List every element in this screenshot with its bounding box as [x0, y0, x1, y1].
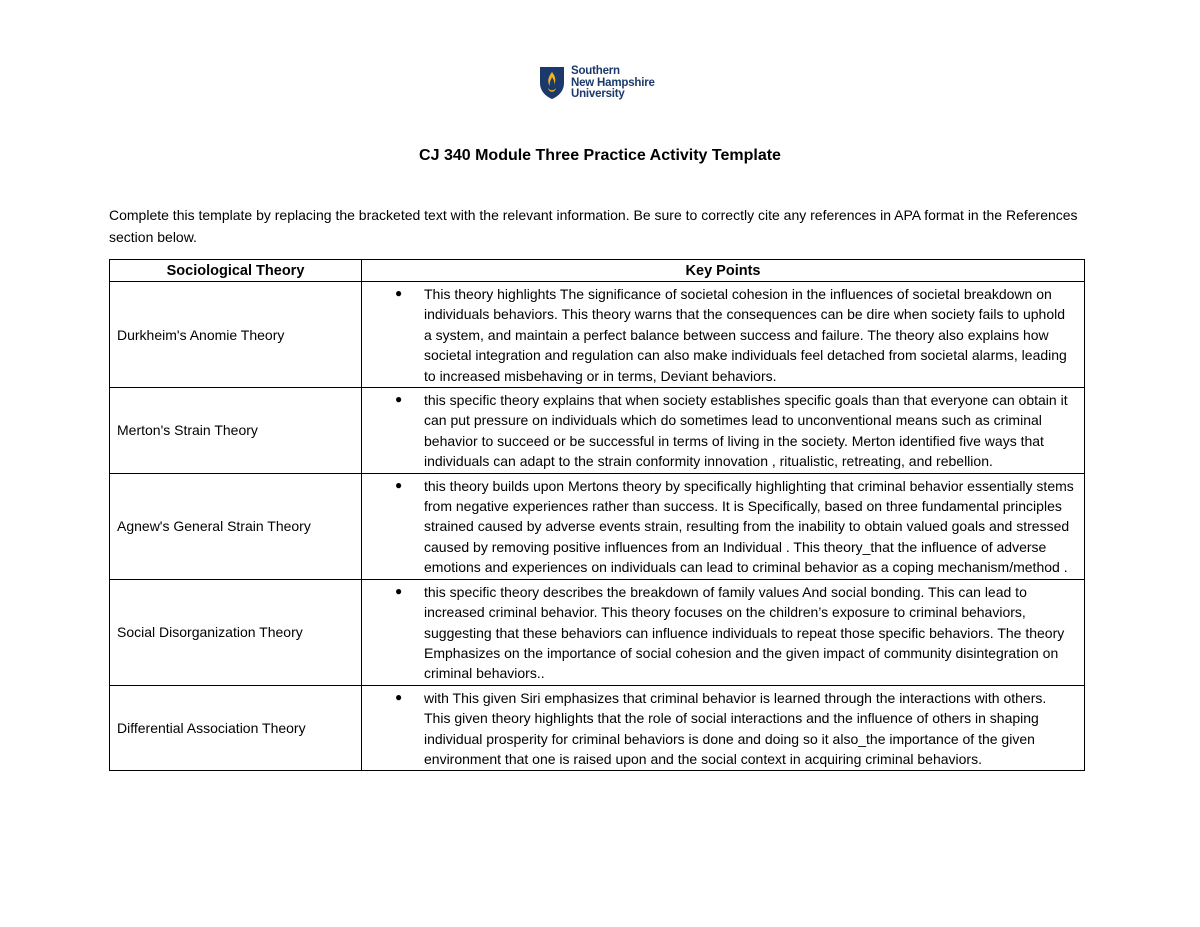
key-points-text: with This given Siri emphasizes that criminal behavior is learned through the interactions with others. This given theory highlights that the role of social interactions and the influence of others in shaping individual prosperity for criminal behaviors is done and doing so it also_the importance of the given environment that one is raised upon and the social context in acquiring criminal behaviors.	[424, 689, 1047, 767]
logo-wordmark	[571, 66, 655, 101]
table-row	[110, 388, 1085, 474]
bullet-icon: ●	[395, 689, 403, 704]
bullet-icon: ●	[395, 392, 403, 407]
theory-name: Social Disorganization Theory	[110, 579, 362, 685]
bullet-icon: ●	[395, 477, 403, 492]
table-header-row	[110, 260, 1085, 282]
intro-paragraph: Complete this template by replacing the bracketed text with the relevant information. Be sure to correctly cite any references in APA format in the References section below.	[109, 207, 1078, 245]
logo-line-3: University	[571, 88, 625, 100]
key-points-cell	[362, 388, 1085, 474]
theory-table	[109, 259, 1085, 771]
bullet-icon: ●	[395, 286, 403, 300]
table-row	[110, 685, 1085, 771]
key-points-text: this specific theory explains that when society establishes specific goals than that everyone can obtain it can put pressure on individuals which do sometimes lead to unconventional means such as criminal behavior to succeed or be successful in terms of living in the society. Merton identified five ways that individuals can adapt to the strain conformity innovation , ritualistic, retreating, and rebellion.	[424, 392, 1068, 470]
snhu-logo	[539, 66, 655, 101]
table-row	[110, 473, 1085, 579]
theory-name: Differential Association Theory	[110, 685, 362, 771]
key-points-cell	[362, 685, 1085, 771]
theory-name: Agnew's General Strain Theory	[110, 473, 362, 579]
key-points-cell	[362, 579, 1085, 685]
theory-name: Durkheim's Anomie Theory	[110, 282, 362, 388]
logo-line-2: New Hampshire	[571, 76, 655, 89]
logo-line-1: Southern	[571, 65, 620, 77]
key-points-text: This theory highlights The significance of societal cohesion in the influences of societal breakdown on individuals behaviors. This theory warns that the consequences can be dire when society fails to uphold a system, and maintain a perfect balance between success and failure. The theory also explains how societal integration and regulation can also make individuals feel detached from societal alarms, leading to increased misbehaving or in terms, Deviant behaviors.	[424, 286, 1067, 384]
header-theory: Sociological Theory	[110, 260, 362, 282]
theory-name: Merton's Strain Theory	[110, 388, 362, 474]
table-row	[110, 579, 1085, 685]
header-key-points: Key Points	[362, 260, 1085, 282]
snhu-shield-icon	[539, 66, 565, 100]
table-row	[110, 282, 1085, 388]
key-points-cell	[362, 282, 1085, 388]
key-points-text: this specific theory describes the breakdown of family values And social bonding. This can lead to increased criminal behavior. This theory focuses on the children’s exposure to criminal behaviors, suggesting that these behaviors can influence individuals to repeat those specific behaviors. The theory Emphasizes on the importance of social cohesion and the given impact of community disintegration on criminal behaviors..	[424, 583, 1065, 682]
document-title: CJ 340 Module Three Practice Activity Template	[419, 147, 781, 164]
bullet-icon: ●	[395, 583, 403, 598]
key-points-text: this theory builds upon Mertons theory by specifically highlighting that criminal behavior essentially stems from negative experiences rather than success. It is Specifically, based on three fundamental principles strained caused by adverse events strain, resulting from the inability to obtain valued goals and stressed caused by removing positive influences from an Individual . This theory_that the influence of adverse emotions and experiences on individuals can lead to criminal behavior as a coping mechanism/method .	[424, 477, 1074, 576]
key-points-cell	[362, 473, 1085, 579]
